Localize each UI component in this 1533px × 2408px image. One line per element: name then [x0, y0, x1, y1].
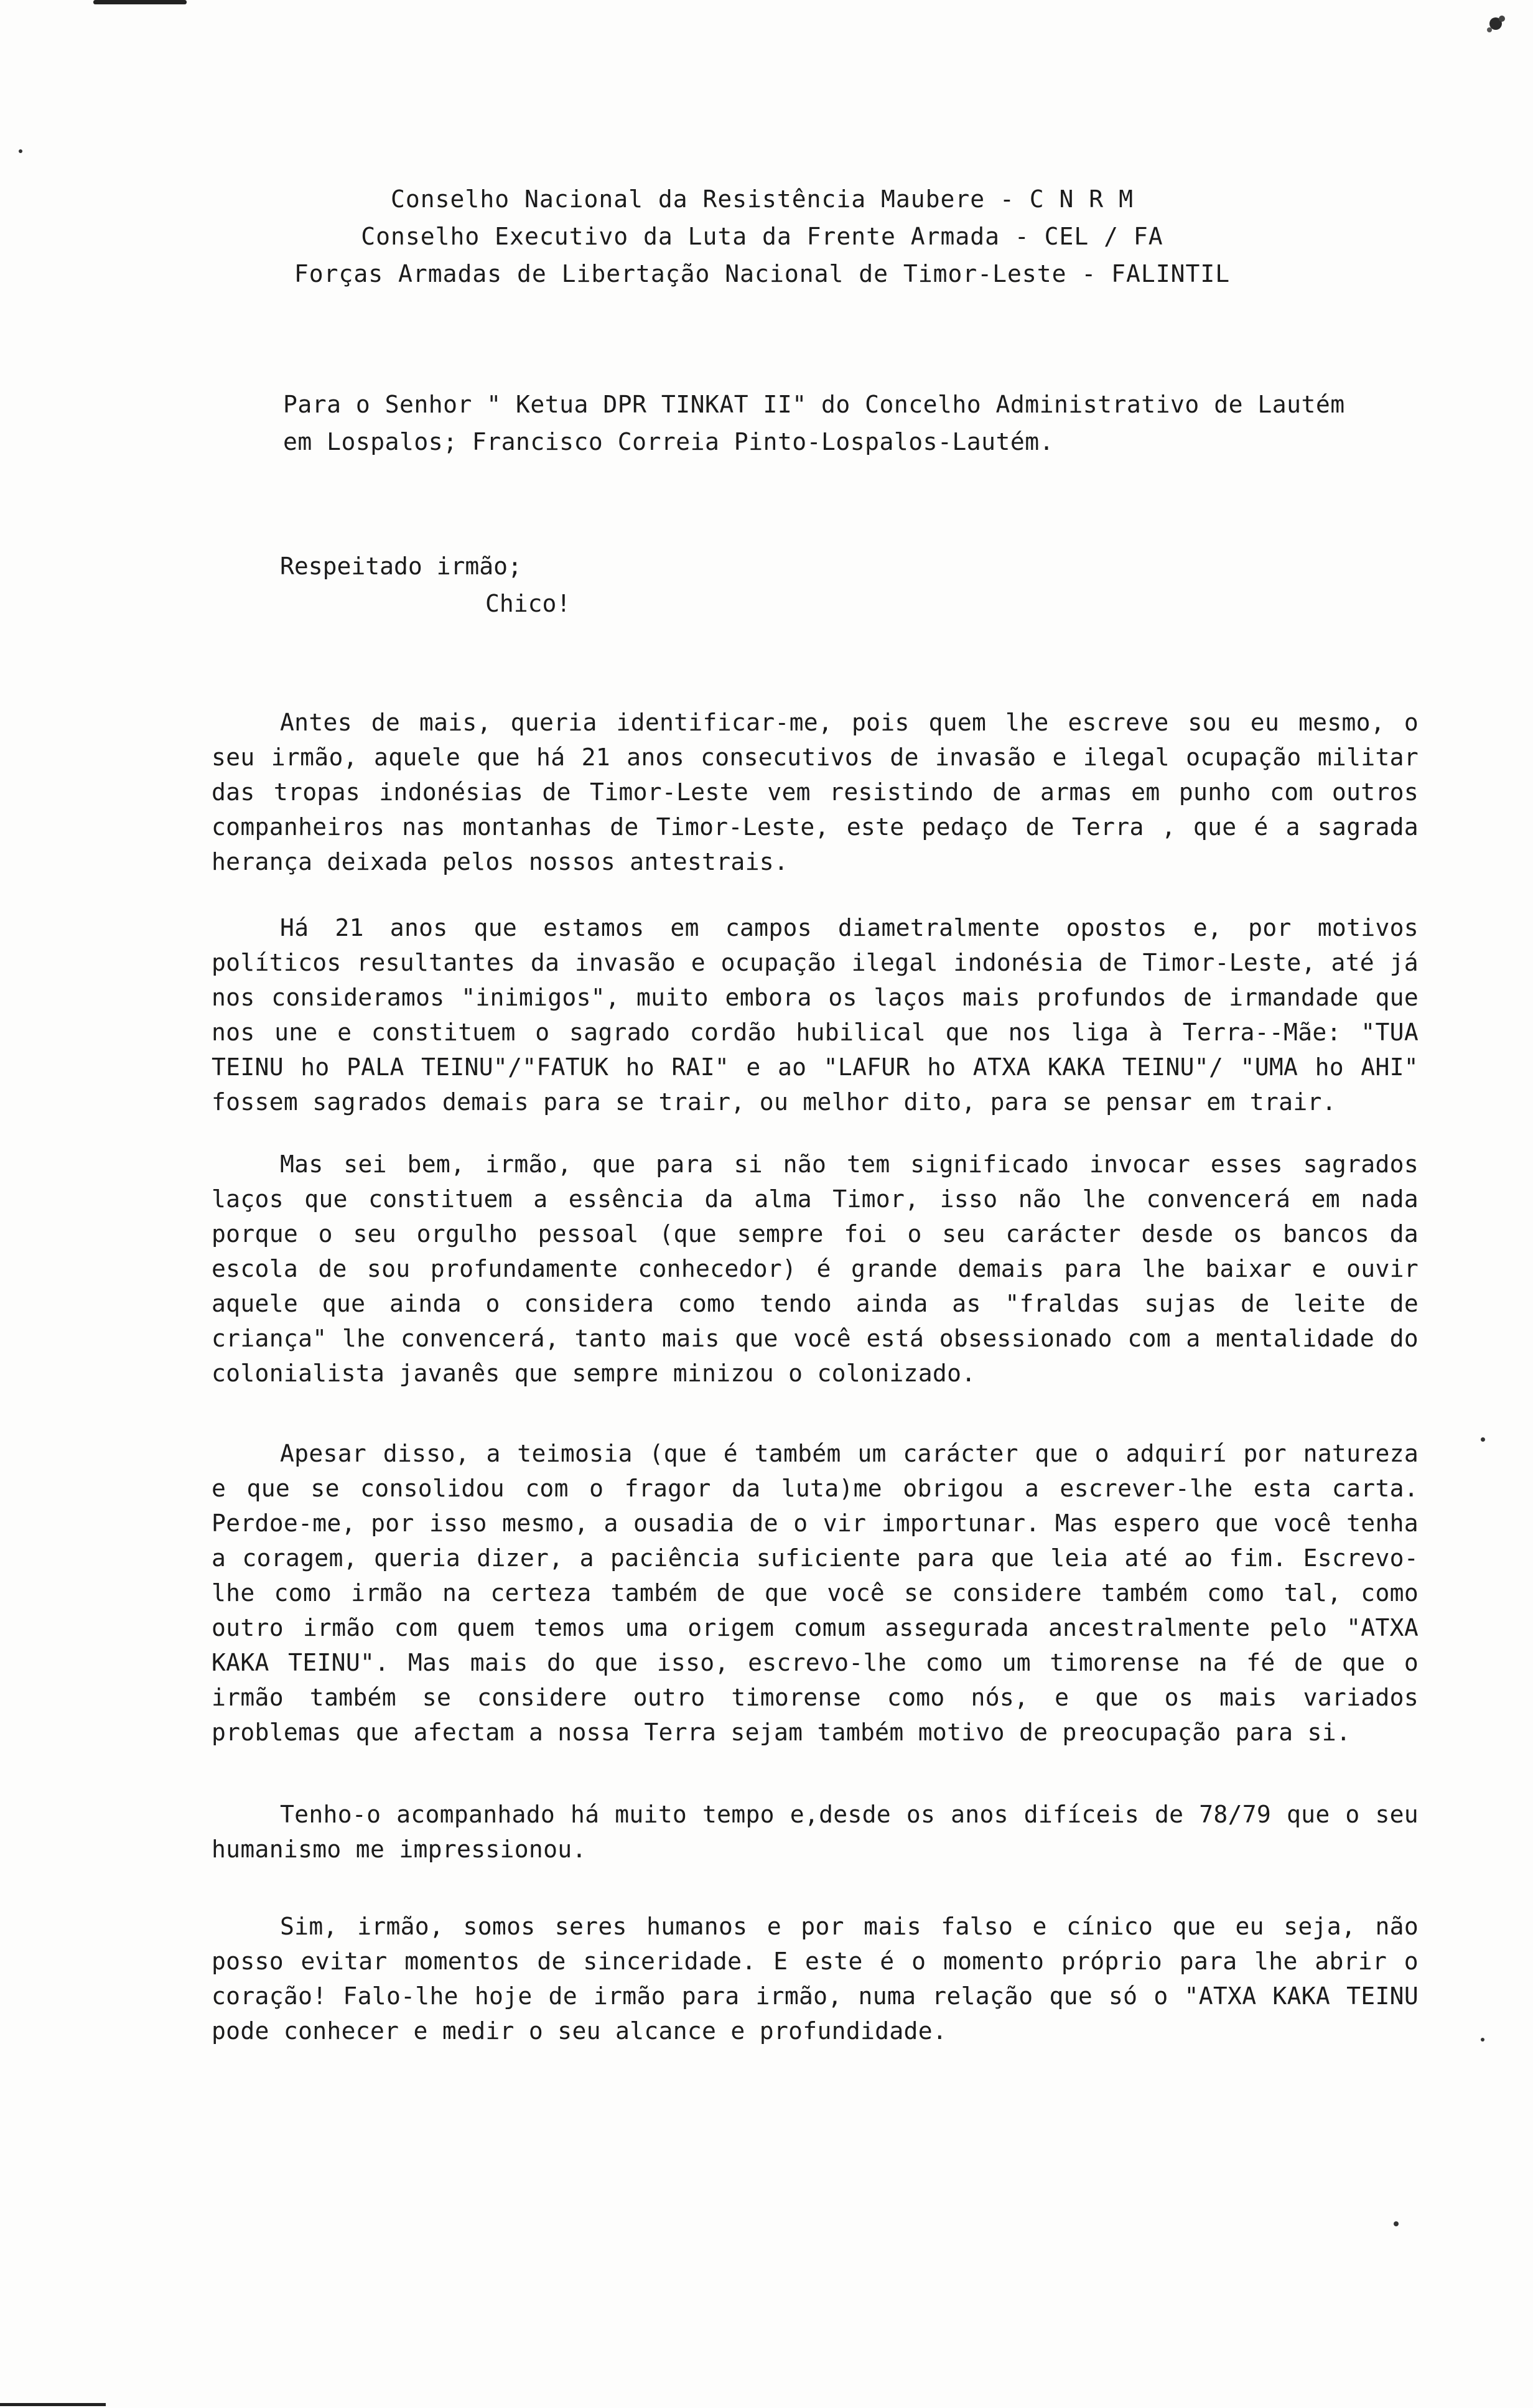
- greeting-block: [280, 548, 571, 622]
- ink-blot-mark: [1477, 6, 1514, 44]
- body-paragraph: Há 21 anos que estamos em campos diametralmente opostos e, por motivos políticos resultantes da invasão e ocupação ilegal indonésia de Timor-Leste, até já nos consideramos "inimigos", muito embora os laços mais profundos de irmandade que nos une e constituem o sagrado cordão hubilical que nos liga à Terra--Mãe: "TUA TEINU ho PALA TEINU"/"FATUK ho RAI" e ao "LAFUR ho ATXA KAKA TEINU"/ "UMA ho AHI" fossem sagrados demais para se trair, ou melhor dito, para se pensar em trair.: [212, 914, 1419, 1116]
- salutation: Respeitado irmão;: [280, 553, 522, 580]
- scan-speck: [1394, 2221, 1399, 2226]
- body-paragraph: Sim, irmão, somos seres humanos e por mais falso e cínico que eu seja, não posso evitar momentos de sinceridade. E este é o momento próprio para lhe abrir o coração! Falo-lhe hoje de irmão para irmão, numa relação que só o "ATXA KAKA TEINU pode conhecer e medir o seu alcance e profundidade.: [212, 1913, 1419, 2045]
- scan-edge-mark: [93, 0, 187, 4]
- document-header: [187, 180, 1338, 292]
- scan-speck: [1481, 1437, 1485, 1442]
- scan-speck: [1481, 2038, 1484, 2042]
- scan-speck: [19, 149, 22, 153]
- body-paragraph: Tenho-o acompanhado há muito tempo e,desde os anos difíceis de 78/79 que o seu humanismo me impressionou.: [212, 1801, 1419, 1863]
- header-line-cnrm: Conselho Nacional da Resistência Maubere - C N R M: [391, 185, 1134, 213]
- header-line-falintil: Forças Armadas de Libertação Nacional de Timor-Leste - FALINTIL: [294, 260, 1231, 287]
- body-paragraph: Antes de mais, queria identificar-me, pois quem lhe escreve sou eu mesmo, o seu irmão, aquele que há 21 anos consecutivos de invasão e ilegal ocupação militar das tropas indonésias de Timor-Leste vem resistindo de armas em punho com outros companheiros nas montanhas de Timor-Leste, este pedaço de Terra , que é a sagrada herança deixada pelos nossos antestrais.: [212, 709, 1419, 875]
- header-line-cel-fa: Conselho Executivo da Luta da Frente Armada - CEL / FA: [361, 223, 1163, 250]
- body-paragraph: Mas sei bem, irmão, que para si não tem significado invocar esses sagrados laços que constituem a essência da alma Timor, isso não lhe convencerá em nada porque o seu orgulho pessoal (que sempre foi o seu carácter desde os bancos da escola de sou profundamente conhecedor) é grande demais para lhe baixar e ouvir aquele que ainda o considera como tendo ainda as "fraldas sujas de leite de criança" lhe convencerá, tanto mais que você está obsessionado com a mentalidade do colonialista javanês que sempre minizou o colonizado.: [212, 1150, 1419, 1387]
- body-paragraph: Apesar disso, a teimosia (que é também um carácter que o adquirí por natureza e que se consolidou com o fragor da luta)me obrigou a escrever-lhe esta carta. Perdoe-me, por isso mesmo, a ousadia de o vir importunar. Mas espero que você tenha a coragem, queria dizer, a paciência suficiente para que leia até ao fim. Escrevo-lhe como irmão na certeza também de que você se considere também como tal, como outro irmão com quem temos uma origem comum assegurada ancestralmente pelo "ATXA KAKA TEINU". Mas mais do que isso, escrevo-lhe como um timorense na fé de que o irmão também se considere outro timorense como nós, e que os mais variados problemas que afectam a nossa Terra sejam também motivo de preocupação para si.: [212, 1440, 1419, 1746]
- addressee-block: Para o Senhor " Ketua DPR TINKAT II" do Concelho Administrativo de Lautém em Lospalos; Francisco Correia Pinto-Lospalos-Lautém.: [283, 391, 1345, 455]
- recipient-name: Chico!: [485, 590, 571, 617]
- scan-edge-mark: [0, 2403, 106, 2406]
